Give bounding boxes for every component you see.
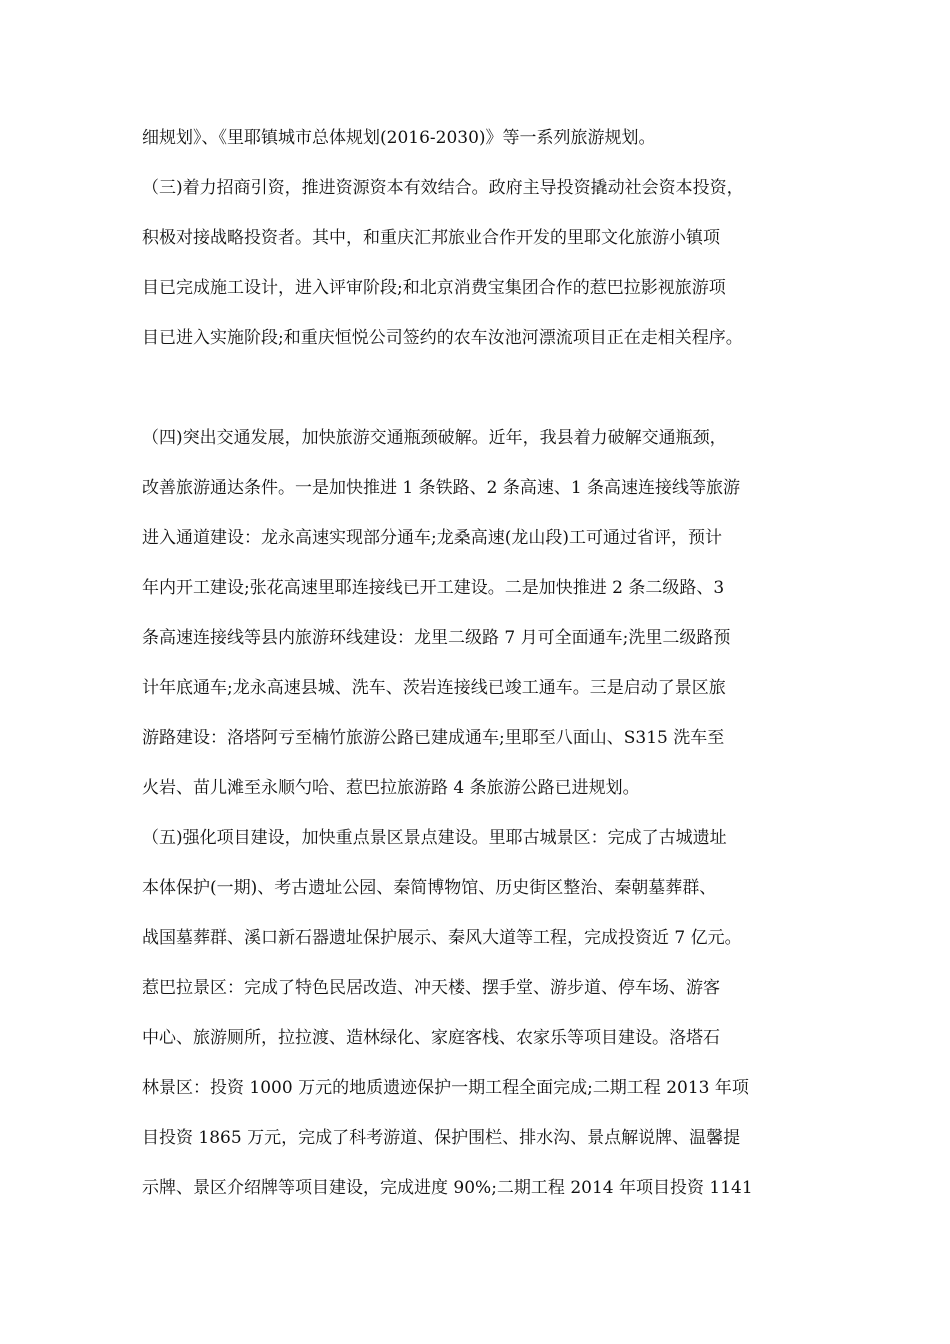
text-line: 战国墓葬群、溪口新石器遗址保护展示、秦风大道等工程，完成投资近 7 亿元。: [142, 928, 742, 948]
text-line: 目已进入实施阶段;和重庆恒悦公司签约的农车汝池河漂流项目正在走相关程序。: [142, 328, 743, 348]
text-line: 惹巴拉景区：完成了特色民居改造、冲天楼、摆手堂、游步道、停车场、游客: [142, 978, 720, 998]
text-line: 条高速连接线等县内旅游环线建设：龙里二级路 7 月可全面通车;洗里二级路预: [142, 628, 731, 648]
text-line: （五)强化项目建设，加快重点景区景点建设。里耶古城景区：完成了古城遗址: [142, 828, 727, 848]
text-line: 目已完成施工设计，进入评审阶段;和北京消费宝集团合作的惹巴拉影视旅游项: [142, 278, 726, 298]
text-line: 示牌、景区介绍牌等项目建设，完成进度 90%;二期工程 2014 年项目投资 1141: [142, 1178, 753, 1198]
text-line: 年内开工建设;张花高速里耶连接线已开工建设。二是加快推进 2 条二级路、3: [142, 578, 725, 598]
text-line: 细规划》、《里耶镇城市总体规划(2016-2030)》等一系列旅游规划。: [142, 128, 656, 148]
text-line: 中心、旅游厕所，拉拉渡、造林绿化、家庭客栈、农家乐等项目建设。洛塔石: [142, 1028, 720, 1048]
text-line: 林景区：投资 1000 万元的地质遗迹保护一期工程全面完成;二期工程 2013 年项: [142, 1078, 749, 1098]
text-line: （四)突出交通发展，加快旅游交通瓶颈破解。近年，我县着力破解交通瓶颈，: [142, 428, 727, 448]
text-line: 本体保护(一期)、考古遗址公园、秦简博物馆、历史街区整治、秦朝墓葬群、: [142, 878, 717, 898]
text-line: （三)着力招商引资，推进资源资本有效结合。政府主导投资撬动社会资本投资，: [142, 178, 744, 198]
text-line: 积极对接战略投资者。其中，和重庆汇邦旅业合作开发的里耶文化旅游小镇项: [142, 228, 720, 248]
text-line: 火岩、苗儿滩至永顺勺哈、惹巴拉旅游路 4 条旅游公路已进规划。: [142, 778, 640, 798]
text-line: 改善旅游通达条件。一是加快推进 1 条铁路、2 条高速、1 条高速连接线等旅游: [142, 478, 741, 498]
text-line: 游路建设：洛塔阿亏至楠竹旅游公路已建成通车;里耶至八面山、S315 洗车至: [142, 728, 725, 748]
text-line: 计年底通车;龙永高速县城、洗车、茨岩连接线已竣工通车。三是启动了景区旅: [142, 678, 726, 698]
text-line: 目投资 1865 万元，完成了科考游道、保护围栏、排水沟、景点解说牌、温馨提: [142, 1128, 741, 1148]
text-line: 进入通道建设：龙永高速实现部分通车;龙桑高速(龙山段)工可通过省评，预计: [142, 528, 722, 548]
